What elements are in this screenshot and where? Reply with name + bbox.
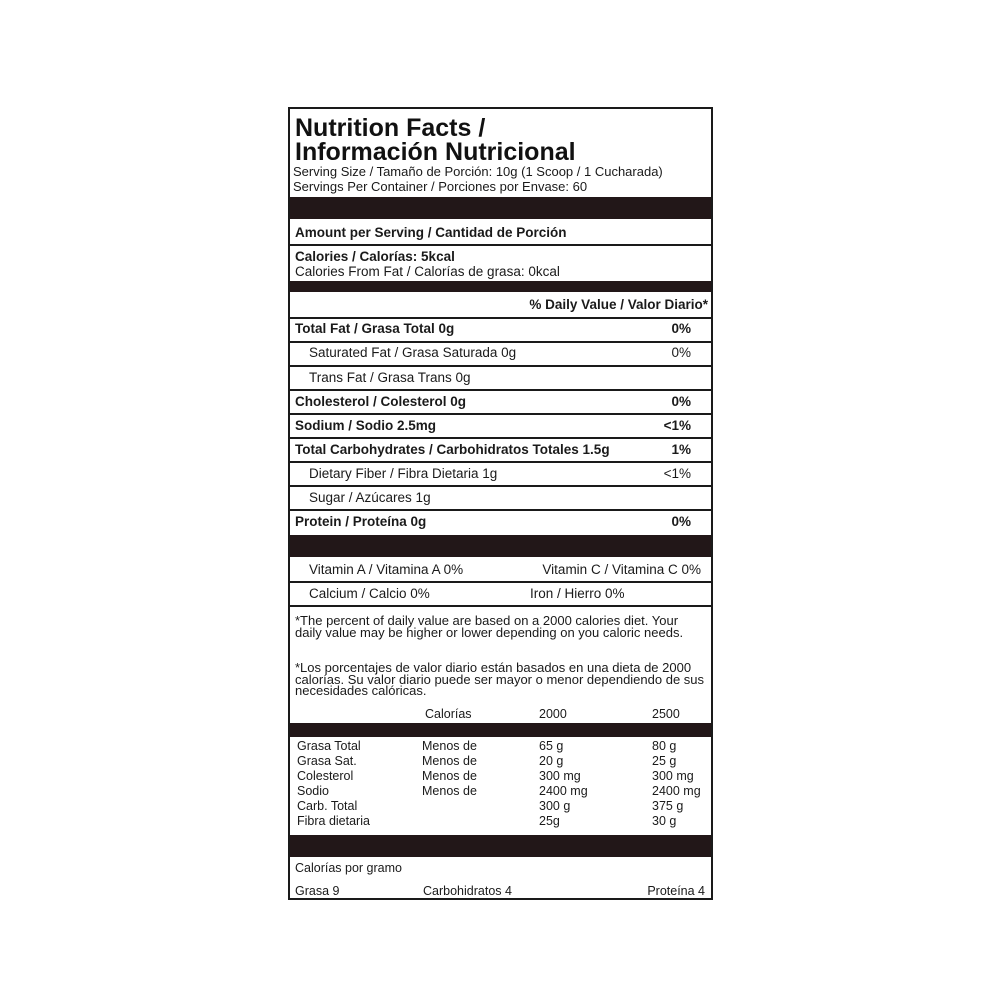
ref-row-2000: 65 g bbox=[539, 739, 564, 753]
thick-divider-4 bbox=[290, 723, 711, 737]
footnote-english: *The percent of daily value are based on a 2000 calories diet. Your daily value may be higher or lower depending on you caloric needs. bbox=[295, 613, 684, 640]
ref-row-2500: 80 g bbox=[652, 739, 677, 753]
nutrient-label-sugar: Sugar / Azúcares 1g bbox=[309, 490, 431, 505]
ref-row-qualifier: Menos de bbox=[422, 754, 477, 768]
nutrient-label-total-carbs: Total Carbohydrates / Carbohidratos Totales 1.5g bbox=[295, 442, 610, 457]
vitamin-c: Vitamin C / Vitamina C 0% bbox=[542, 562, 701, 577]
ref-row-2500: 2400 mg bbox=[652, 784, 701, 798]
calories-per-gram-fat: Grasa 9 bbox=[295, 884, 340, 898]
ref-header-2000: 2000 bbox=[539, 707, 567, 721]
ref-row-2500: 30 g bbox=[652, 814, 677, 828]
ref-row-2500: 25 g bbox=[652, 754, 677, 768]
divider bbox=[290, 389, 711, 391]
nutrition-label bbox=[288, 107, 713, 900]
nutrient-dv-sodium: <1% bbox=[663, 418, 691, 433]
divider bbox=[290, 317, 711, 319]
nutrient-dv-cholesterol: 0% bbox=[671, 394, 691, 409]
ref-row-name: Grasa Total bbox=[297, 739, 361, 753]
nutrient-label-saturated-fat: Saturated Fat / Grasa Saturada 0g bbox=[309, 345, 517, 360]
ref-row-2000: 300 mg bbox=[539, 769, 581, 783]
ref-row-name: Colesterol bbox=[297, 769, 354, 783]
nutrient-dv-dietary-fiber: <1% bbox=[663, 466, 691, 481]
daily-value-header: % Daily Value / Valor Diario* bbox=[529, 297, 708, 312]
thick-divider-1 bbox=[290, 197, 711, 219]
footnote-spanish: *Los porcentajes de valor diario están basados en una dieta de 2000 calorías. Su valor diario puede ser mayor o menor dependiendo de sus necesidades calóricas. bbox=[295, 660, 705, 698]
ref-header-2500: 2500 bbox=[652, 707, 680, 721]
nutrient-label-sodium: Sodium / Sodio 2.5mg bbox=[295, 418, 437, 433]
iron: Iron / Hierro 0% bbox=[530, 586, 625, 601]
nutrient-dv-total-fat: 0% bbox=[671, 321, 691, 336]
divider bbox=[290, 581, 711, 583]
ref-row-2000: 20 g bbox=[539, 754, 564, 768]
nutrient-label-cholesterol: Cholesterol / Colesterol 0g bbox=[295, 394, 467, 409]
ref-row-qualifier: Menos de bbox=[422, 739, 477, 753]
nutrient-dv-total-carbs: 1% bbox=[671, 442, 691, 457]
servings-per-container: Servings Per Container / Porciones por Envase: 60 bbox=[293, 179, 588, 194]
nutrient-label-total-fat: Total Fat / Grasa Total 0g bbox=[295, 321, 455, 336]
calories-per-gram-carbs: Carbohidratos 4 bbox=[423, 884, 512, 898]
ref-row-name: Fibra dietaria bbox=[297, 814, 370, 828]
ref-row-name: Sodio bbox=[297, 784, 329, 798]
ref-row-2500: 300 mg bbox=[652, 769, 694, 783]
divider bbox=[290, 461, 711, 463]
label-title-line2: Información Nutricional bbox=[295, 138, 576, 166]
amount-per-serving: Amount per Serving / Cantidad de Porción bbox=[295, 225, 567, 240]
thick-divider-2 bbox=[290, 281, 711, 292]
calories-per-gram-title: Calorías por gramo bbox=[295, 861, 402, 875]
ref-header-calories: Calorías bbox=[425, 707, 472, 721]
divider bbox=[290, 341, 711, 343]
nutrient-dv-protein: 0% bbox=[671, 514, 691, 529]
ref-row-name: Carb. Total bbox=[297, 799, 358, 813]
thick-divider-5 bbox=[290, 835, 711, 857]
ref-row-qualifier: Menos de bbox=[422, 769, 477, 783]
calcium: Calcium / Calcio 0% bbox=[309, 586, 430, 601]
nutrient-dv-saturated-fat: 0% bbox=[671, 345, 691, 360]
calories-main: Calories / Calorías: 5kcal bbox=[295, 249, 455, 264]
divider bbox=[290, 509, 711, 511]
divider bbox=[290, 413, 711, 415]
calories-from-fat: Calories From Fat / Calorías de grasa: 0kcal bbox=[295, 264, 560, 279]
vitamin-a: Vitamin A / Vitamina A 0% bbox=[309, 562, 464, 577]
divider bbox=[290, 244, 711, 246]
divider bbox=[290, 605, 711, 607]
ref-row-qualifier: Menos de bbox=[422, 784, 477, 798]
divider bbox=[290, 485, 711, 487]
ref-row-2500: 375 g bbox=[652, 799, 684, 813]
nutrient-label-protein: Protein / Proteína 0g bbox=[295, 514, 427, 529]
serving-size: Serving Size / Tamaño de Porción: 10g (1 Scoop / 1 Cucharada) bbox=[293, 164, 663, 179]
divider bbox=[290, 437, 711, 439]
calories-per-gram-protein: Proteína 4 bbox=[647, 884, 705, 898]
nutrient-label-trans-fat: Trans Fat / Grasa Trans 0g bbox=[309, 370, 471, 385]
ref-row-2000: 25g bbox=[539, 814, 560, 828]
thick-divider-3 bbox=[290, 535, 711, 557]
ref-row-name: Grasa Sat. bbox=[297, 754, 357, 768]
ref-row-2000: 300 g bbox=[539, 799, 571, 813]
ref-row-2000: 2400 mg bbox=[539, 784, 588, 798]
divider bbox=[290, 365, 711, 367]
nutrient-label-dietary-fiber: Dietary Fiber / Fibra Dietaria 1g bbox=[309, 466, 498, 481]
label-title-line1: Nutrition Facts / bbox=[295, 114, 486, 142]
